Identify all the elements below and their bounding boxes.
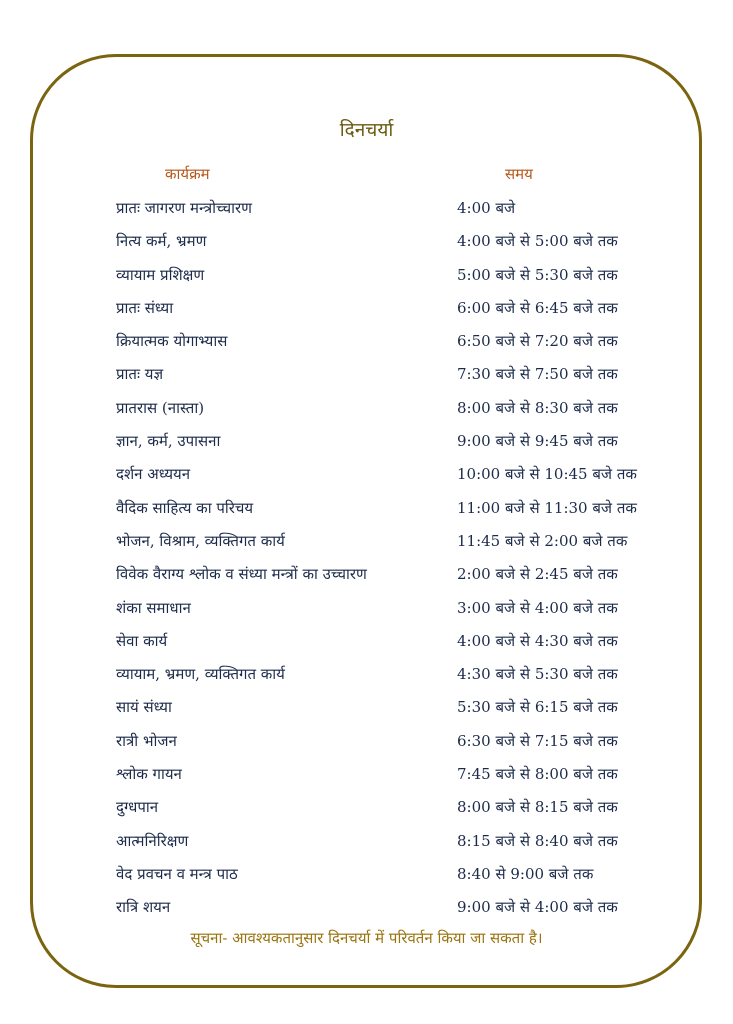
schedule-row	[0, 525, 733, 558]
page-title: दिनचर्या	[339, 119, 394, 141]
schedule-row	[0, 492, 733, 525]
time-cell: 6:50 बजे से 7:20 बजे तक	[457, 332, 618, 351]
time-cell: 3:00 बजे से 4:00 बजे तक	[457, 598, 618, 617]
activity-cell: ज्ञान, कर्म, उपासना	[116, 432, 221, 451]
schedule-row	[0, 891, 733, 924]
activity-cell: दुग्धपान	[116, 798, 159, 817]
activity-cell: प्रातः जागरण मन्त्रोच्चारण	[116, 199, 253, 217]
activity-cell: सायं संध्या	[116, 698, 172, 717]
schedule-row	[0, 725, 733, 758]
time-column-header: समय	[505, 165, 533, 183]
activity-cell: प्रातः संध्या	[116, 298, 174, 317]
activity-cell: दर्शन अध्ययन	[116, 465, 191, 484]
schedule-row	[0, 325, 733, 358]
schedule-row	[0, 825, 733, 858]
time-cell: 2:00 बजे से 2:45 बजे तक	[457, 565, 618, 584]
activity-cell: प्रातः यज्ञ	[116, 365, 164, 384]
time-cell: 7:30 बजे से 7:50 बजे तक	[457, 365, 618, 384]
activity-cell: वैदिक साहित्य का परिचय	[116, 498, 254, 517]
schedule-row	[0, 192, 733, 225]
time-cell: 8:00 बजे से 8:15 बजे तक	[457, 798, 618, 817]
notice-text: सूचना- आवश्यकतानुसार दिनचर्या में परिवर्तन किया जा सकता है।	[190, 929, 543, 947]
activity-column-header: कार्यक्रम	[165, 165, 210, 183]
activity-cell: नित्य कर्म, भ्रमण	[116, 232, 207, 251]
activity-cell: रात्री भोजन	[116, 731, 177, 750]
time-cell: 9:00 बजे से 9:45 बजे तक	[457, 432, 618, 451]
schedule-row	[0, 392, 733, 425]
activity-cell: प्रातरास (नास्ता)	[116, 398, 205, 417]
schedule-row	[0, 558, 733, 591]
time-cell: 9:00 बजे से 4:00 बजे तक	[457, 898, 618, 917]
schedule-row	[0, 592, 733, 625]
time-cell: 6:30 बजे से 7:15 बजे तक	[457, 731, 618, 750]
schedule-row	[0, 691, 733, 724]
activity-cell: श्लोक गायन	[116, 765, 182, 784]
time-cell: 10:00 बजे से 10:45 बजे तक	[457, 465, 637, 484]
activity-cell: व्यायाम, भ्रमण, व्यक्तिगत कार्य	[116, 665, 285, 684]
time-cell: 7:45 बजे से 8:00 बजे तक	[457, 765, 618, 784]
activity-cell: शंका समाधान	[116, 598, 191, 617]
schedule-row	[0, 758, 733, 791]
activity-cell: सेवा कार्य	[116, 631, 168, 650]
schedule-row	[0, 225, 733, 258]
schedule-row	[0, 259, 733, 292]
schedule-row	[0, 791, 733, 824]
time-cell: 4:00 बजे से 4:30 बजे तक	[457, 631, 618, 650]
schedule-row	[0, 458, 733, 491]
activity-cell: वेद प्रवचन व मन्त्र पाठ	[116, 864, 238, 883]
time-cell: 8:00 बजे से 8:30 बजे तक	[457, 398, 618, 417]
time-cell: 8:15 बजे से 8:40 बजे तक	[457, 831, 618, 850]
schedule-row	[0, 625, 733, 658]
activity-cell: क्रियात्मक योगाभ्यास	[116, 332, 228, 351]
time-cell: 4:00 बजे	[457, 199, 516, 217]
time-cell: 4:30 बजे से 5:30 बजे तक	[457, 665, 618, 684]
schedule-row	[0, 425, 733, 458]
time-cell: 8:40 से 9:00 बजे तक	[457, 864, 594, 883]
time-cell: 4:00 बजे से 5:00 बजे तक	[457, 232, 618, 251]
schedule-row	[0, 292, 733, 325]
activity-cell: व्यायाम प्रशिक्षण	[116, 265, 205, 284]
activity-cell: रात्रि शयन	[116, 898, 171, 917]
time-cell: 6:00 बजे से 6:45 बजे तक	[457, 298, 618, 317]
schedule-row	[0, 358, 733, 391]
time-cell: 11:45 बजे से 2:00 बजे तक	[457, 531, 628, 550]
activity-cell: भोजन, विश्राम, व्यक्तिगत कार्य	[116, 531, 285, 550]
activity-cell: आत्मनिरिक्षण	[116, 831, 189, 850]
schedule-row	[0, 858, 733, 891]
time-cell: 11:00 बजे से 11:30 बजे तक	[457, 498, 637, 517]
time-cell: 5:00 बजे से 5:30 बजे तक	[457, 265, 618, 284]
activity-cell: विवेक वैराग्य श्लोक व संध्या मन्त्रों का उच्चारण	[116, 565, 367, 584]
schedule-list	[0, 192, 733, 925]
schedule-row	[0, 658, 733, 691]
time-cell: 5:30 बजे से 6:15 बजे तक	[457, 698, 618, 717]
